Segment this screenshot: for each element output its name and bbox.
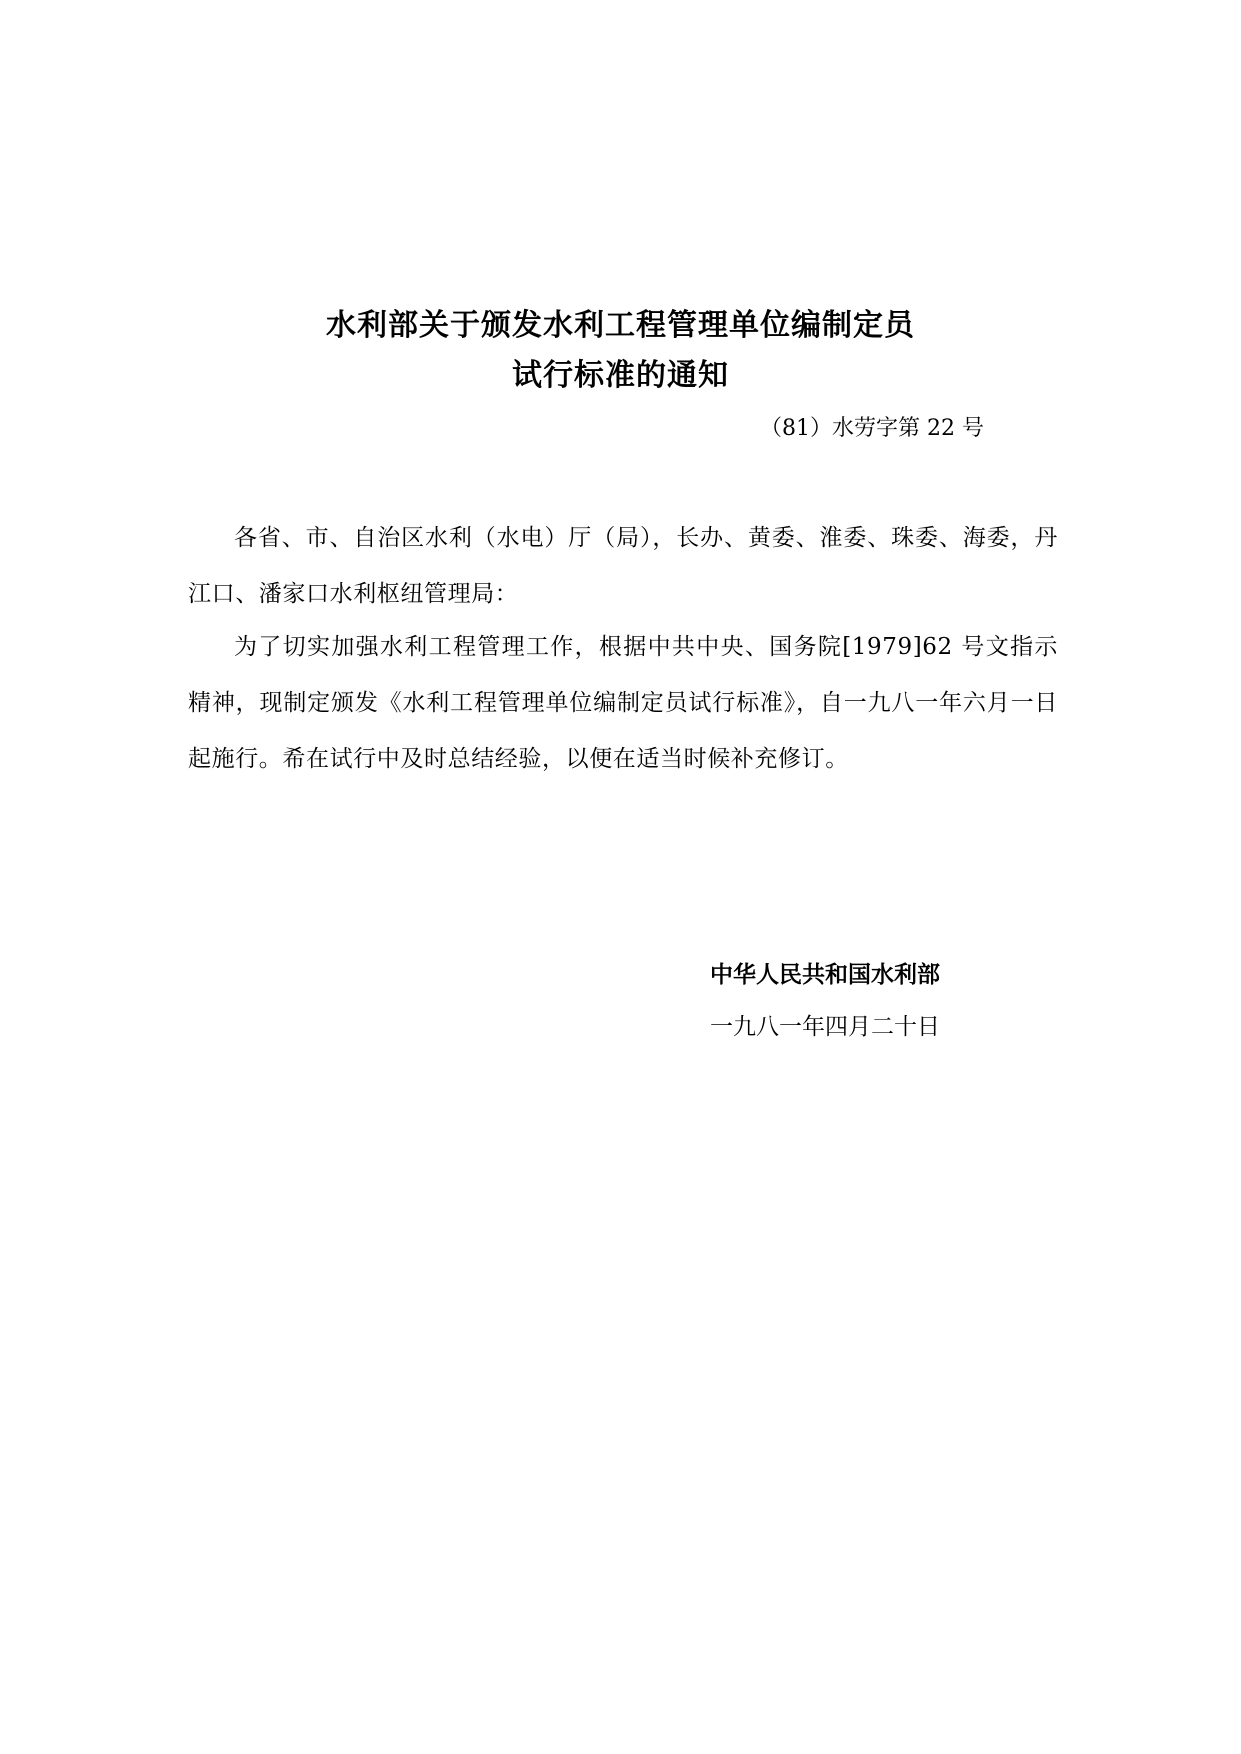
signer: 中华人民共和国水利部 — [710, 962, 940, 988]
document-title-line-1: 水利部关于颁发水利工程管理单位编制定员 — [326, 308, 915, 343]
addressee-paragraph: 各省、市、自治区水利（水电）厅（局），长办、黄委、淮委、珠委、海委，丹江口、潘家口水利枢纽管理局： — [188, 525, 1058, 607]
document-number: （81）水劳字第 22 号 — [760, 416, 984, 441]
document-title-line-2: 试行标准的通知 — [512, 358, 729, 393]
body-paragraph: 为了切实加强水利工程管理工作，根据中共中央、国务院[1979]62 号文指示精神，现制定颁发《水利工程管理单位编制定员试行标准》，自一九八一年六月一日起施行。希在试行中及时总结经验，以便在适当时候补充修订。 — [188, 634, 1058, 772]
issue-date: 一九八一年四月二十日 — [710, 1014, 940, 1040]
